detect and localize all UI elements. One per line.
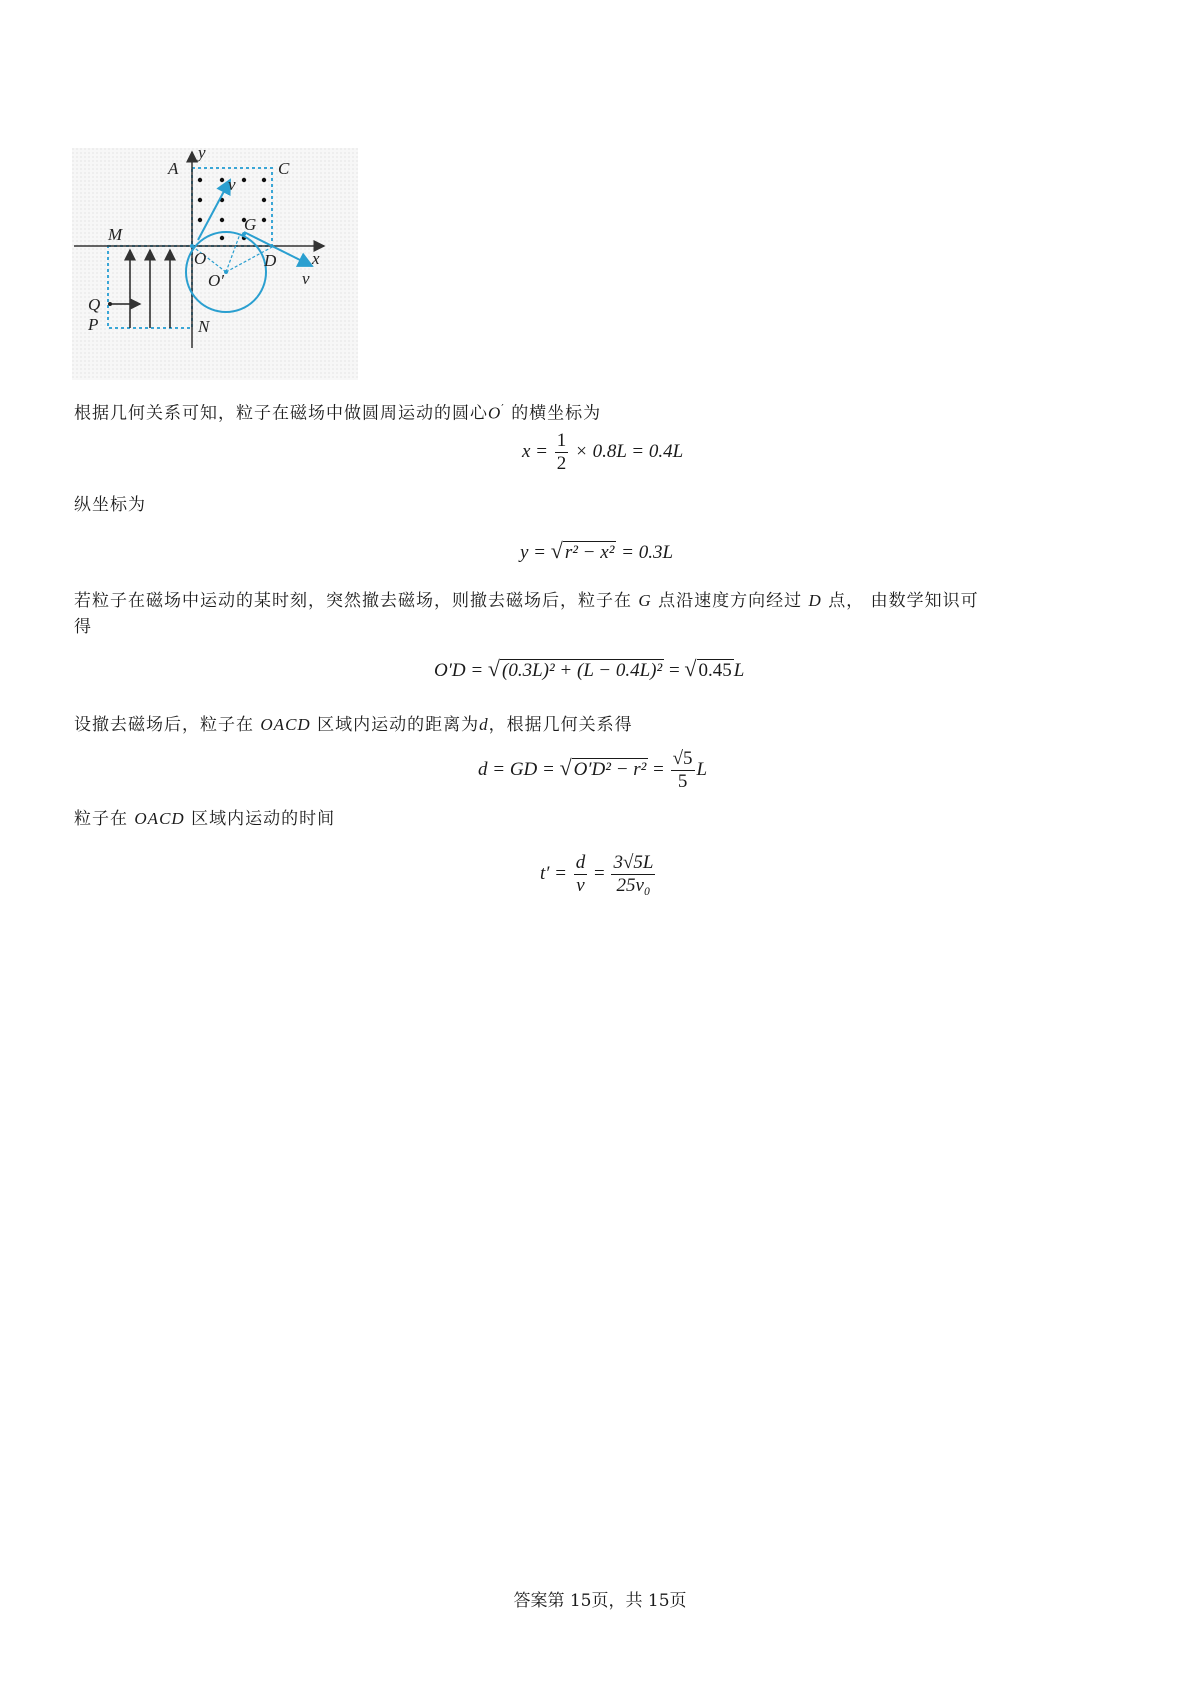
para1-text: 根据几何关系可知，粒子在磁场中做圆周运动的圆心 [74, 403, 488, 424]
equation-o-prime-d: O′D = √ (0.3L)² + (L − 0.4L)² = √ 0.45 L [434, 656, 745, 681]
para3-mid: 点沿速度方向经过 [658, 591, 803, 611]
label-g: G [244, 215, 257, 234]
para5-region: OACD [134, 809, 185, 828]
diagram-svg [72, 148, 358, 380]
equation-d: d = GD = √ O′D² − r² = $\frac{√5}{5}$ L [478, 748, 708, 792]
para3-line2: 得 [74, 617, 92, 637]
para3-tail: 点， 由数学知识可 [828, 591, 979, 611]
para3-text: 若粒子在磁场中运动的某时刻，突然撤去磁场，则撤去磁场后，粒子在 [74, 591, 632, 611]
eq5-fraction1: $\frac{d}{v}$ [575, 852, 586, 896]
label-n: N [198, 317, 210, 336]
label-x: x [312, 249, 320, 268]
eq4-tail: L [696, 758, 708, 780]
label-v-exit: v [302, 269, 310, 288]
eq1-fraction: $\frac{1}{2}$ [556, 430, 567, 474]
point-q-dot [108, 302, 112, 306]
eq5-equals: = [594, 862, 605, 884]
eq3-tail: L [733, 660, 745, 681]
page-footer: 答案第 15页，共 15页 [513, 1591, 687, 1611]
eq2-rhs: = 0.3L [621, 542, 674, 563]
label-p: P [88, 315, 99, 334]
para1-tail: 的横坐标为 [511, 403, 602, 424]
label-m: M [108, 225, 123, 244]
para4-region: OACD [260, 715, 311, 734]
label-y: y [198, 148, 206, 162]
para4-end: ，根据几何关系得 [488, 715, 633, 735]
physics-diagram [72, 148, 358, 380]
equation-x [522, 430, 683, 475]
eq5-fraction2: $\frac{3√5L}{\text{25v₀}}$ [613, 852, 654, 896]
para3-point-d: D [808, 591, 822, 610]
label-a: A [168, 159, 179, 178]
paragraph-remove-field [74, 588, 1134, 640]
eq4-fraction: $\frac{√5}{5}$ [672, 748, 693, 792]
eq4-lhs: d = GD = [478, 758, 555, 780]
label-o-prime: O′ [208, 271, 224, 290]
equation-t [540, 852, 657, 897]
eq3-radicand2: 0.45 [698, 660, 732, 681]
para5-tail: 区域内运动的时间 [191, 809, 336, 829]
eq2-lhs: y = [520, 542, 547, 563]
paragraph-distance [74, 712, 633, 738]
equation-y: y = √ r² − x² = 0.3L [520, 538, 674, 563]
para4-tail: 区域内运动的距离为 [317, 715, 480, 735]
para4-var: d [479, 715, 489, 734]
eq4-radicand: O′D² − r² [573, 758, 647, 780]
paragraph-center-coordinate: 根据几何关系可知，粒子在磁场中做圆周运动的圆心O′ 的横坐标为 [74, 402, 602, 424]
o-prime-dot [224, 270, 228, 274]
eq1-rhs: × 0.8L = 0.4L [575, 440, 684, 462]
label-d: D [264, 251, 277, 270]
eq4-equals: = [653, 758, 664, 780]
eq3-lhs: O′D = [434, 660, 484, 681]
eq1-lhs: x = [522, 440, 549, 462]
eq2-radicand: r² − x² [564, 542, 615, 563]
eq5-lhs: t′ = [540, 862, 568, 884]
label-v-start: v [228, 175, 236, 194]
para1-symbol: O [488, 403, 502, 423]
origin-dot [190, 244, 194, 248]
para4-head: 设撤去磁场后，粒子在 [74, 715, 254, 735]
label-o: O [194, 249, 207, 268]
eq3-equals: = [668, 660, 680, 681]
label-q: Q [88, 295, 101, 314]
label-c: C [278, 159, 290, 178]
paragraph-ordinate: 纵坐标为 [74, 495, 146, 515]
eq3-radicand: (0.3L)² + (L − 0.4L)² [502, 660, 663, 681]
paragraph-time [74, 806, 335, 832]
para5-head: 粒子在 [74, 809, 128, 829]
para3-point-g: G [638, 591, 652, 610]
